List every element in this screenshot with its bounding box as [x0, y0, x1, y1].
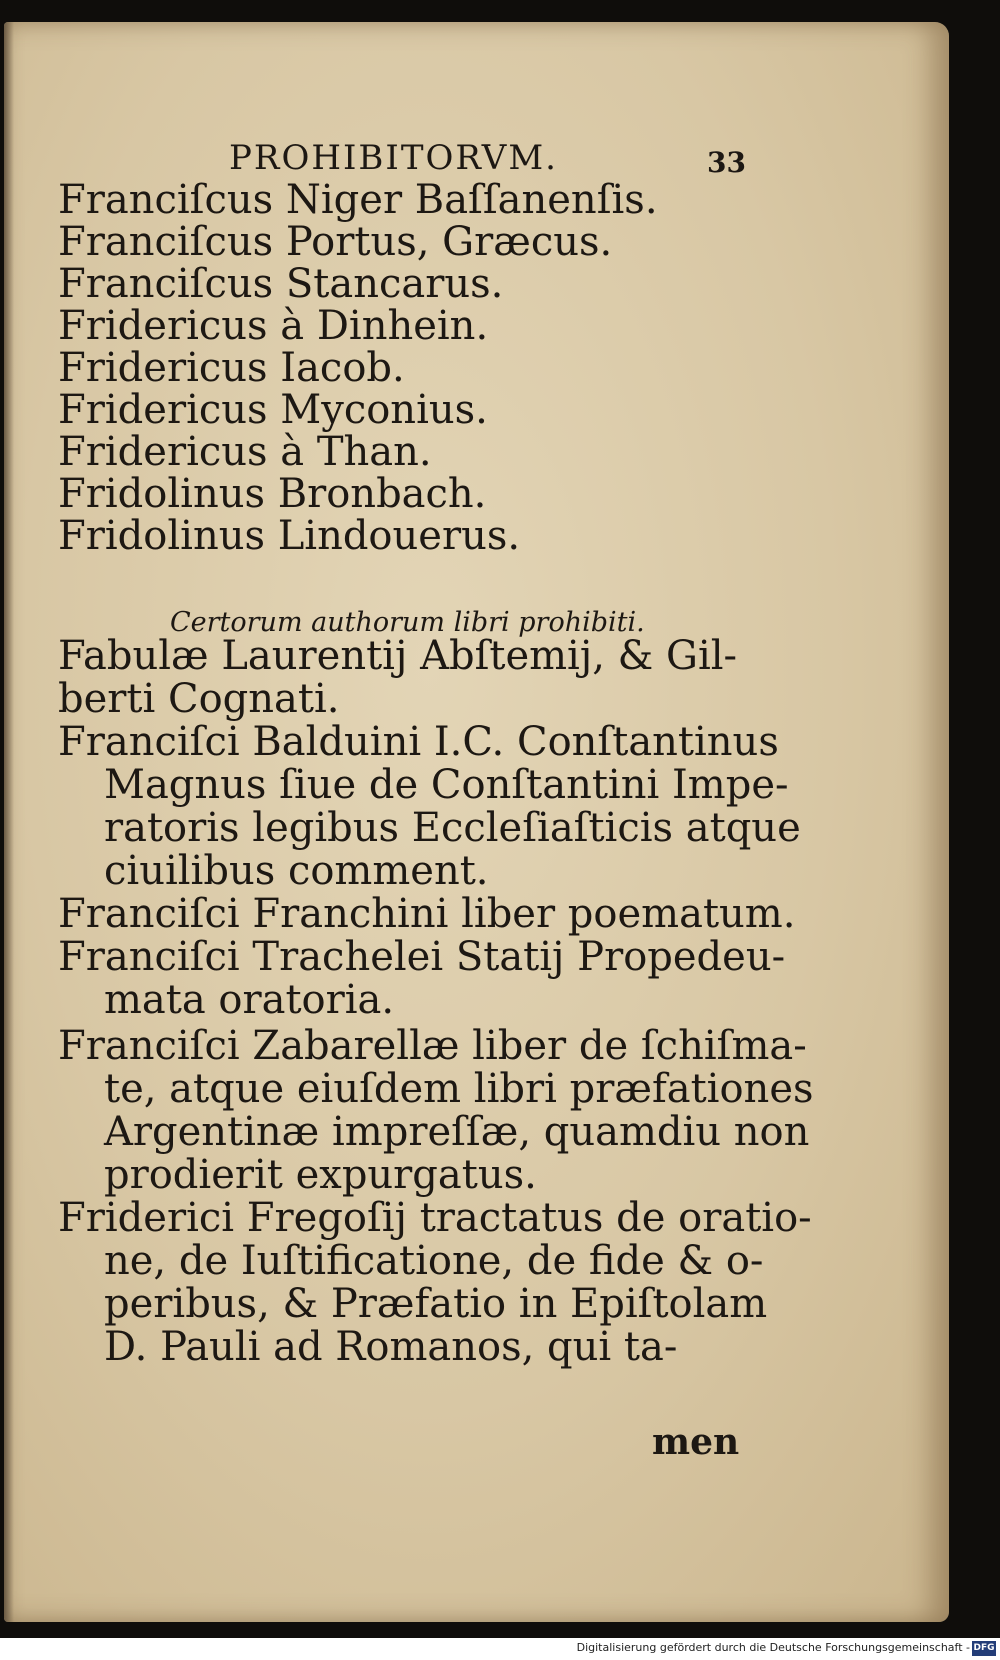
entry-line: te, atque eiuſdem libri præfationes [104, 1066, 814, 1112]
funding-footer [0, 1638, 1000, 1660]
name-line: Fridolinus Bronbach. [58, 471, 487, 517]
name-line: Fridericus à Dinhein. [58, 303, 489, 349]
entry-line: ratoris legibus Eccleſiaſticis atque [104, 805, 801, 851]
entry-line: Franciſci Trachelei Statij Propedeu- [58, 934, 786, 980]
entry-line: berti Cognati. [58, 676, 340, 722]
page-number: 33 [707, 146, 746, 179]
entry-line: Friderici Fregoſij tractatus de oratio- [58, 1195, 812, 1241]
name-line: Franciſcus Portus, Græcus. [58, 219, 613, 265]
entry-line: ciuilibus comment. [104, 848, 489, 894]
name-line: Fridericus Myconius. [58, 387, 488, 433]
entry-line: mata oratoria. [104, 977, 395, 1023]
entry-line: Fabulæ Laurentij Abſtemij, & Gil- [58, 633, 738, 679]
name-line: Fridericus Iacob. [58, 345, 405, 391]
name-line: Franciſcus Stancarus. [58, 261, 504, 307]
entry-line: peribus, & Præfatio in Epiſtolam [104, 1281, 768, 1327]
book-page [4, 22, 949, 1622]
entry-line: Franciſci Balduini I.C. Conſtantinus [58, 719, 779, 765]
entry-line: Franciſci Zabarellæ liber de ſchiſma- [58, 1023, 807, 1069]
entry-line: D. Pauli ad Romanos, qui ta- [104, 1324, 678, 1370]
name-line: Fridericus à Than. [58, 429, 432, 475]
entry-line: Magnus ſiue de Conſtantini Impe- [104, 762, 789, 808]
running-title: PROHIBITORVM. [229, 138, 558, 178]
section-heading: Certorum authorum libri prohibiti. [170, 607, 645, 638]
catchword: men [652, 1421, 740, 1463]
dfg-logo: DFG [972, 1641, 996, 1656]
page-text [4, 22, 949, 1622]
entry-line: Franciſci Franchini liber poematum. [58, 891, 796, 937]
entry-line: Argentinæ impreſſæ, quamdiu non [104, 1109, 810, 1155]
funding-note: Digitalisierung gefördert durch die Deutsche Forschungsgemeinschaft - [576, 1641, 970, 1654]
entry-line: ne, de Iuſtificatione, de fide & o- [104, 1238, 764, 1284]
entry-line: prodierit expurgatus. [104, 1152, 537, 1198]
name-line: Franciſcus Niger Baſſanenſis. [58, 177, 658, 223]
name-line: Fridolinus Lindouerus. [58, 513, 521, 559]
